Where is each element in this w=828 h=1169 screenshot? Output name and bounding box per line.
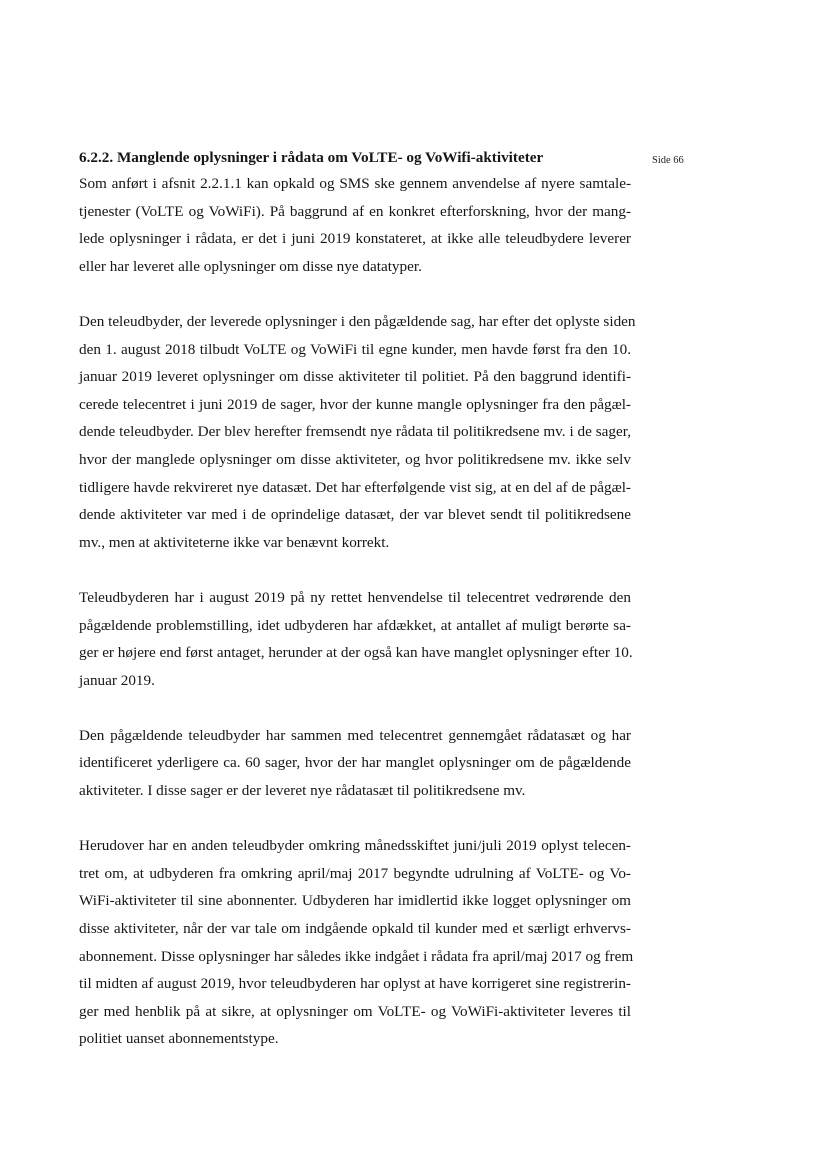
text-line: pågældende problemstilling, idet udbyderen har afdækket, at antallet af muligt berørte sa- bbox=[79, 616, 631, 634]
paragraph bbox=[79, 308, 636, 556]
text-line: eller har leveret alle oplysninger om disse nye datatyper. bbox=[79, 257, 422, 275]
paragraph bbox=[79, 832, 634, 1053]
text-line: den 1. august 2018 tilbudt VoLTE og VoWiFi til egne kunder, men havde først fra den 10. bbox=[79, 340, 631, 358]
text-line: Herudover har en anden teleudbyder omkring månedsskiftet juni/juli 2019 oplyst telecen- bbox=[79, 837, 631, 855]
paragraph bbox=[79, 584, 631, 694]
paragraph-gap bbox=[79, 694, 631, 722]
page-number: Side 66 bbox=[652, 155, 684, 166]
text-line: Som anført i afsnit 2.2.1.1 kan opkald og SMS ske gennem anvendelse af nyere samtale- bbox=[79, 175, 631, 192]
text-line: januar 2019. bbox=[79, 671, 155, 689]
text-line: lede oplysninger i rådata, er det i juni 2019 konstateret, at ikke alle teleudbydere leverer bbox=[79, 230, 631, 248]
section-heading: 6.2.2. Manglende oplysninger i rådata om VoLTE- og VoWifi-aktiviteter bbox=[79, 149, 544, 166]
paragraph-list bbox=[79, 170, 636, 1053]
text-line: tret om, at udbyderen fra omkring april/maj 2017 begyndte udrulning af VoLTE- og Vo- bbox=[79, 864, 631, 882]
paragraph-gap bbox=[79, 805, 631, 833]
text-line: WiFi-aktiviteter til sine abonnenter. Udbyderen har imidlertid ikke logget oplysninger om bbox=[79, 892, 631, 910]
text-line: dende teleudbyder. Der blev herefter fremsendt nye rådata til politikredsene mv. i de sager, bbox=[79, 423, 631, 441]
text-line: Den teleudbyder, der leverede oplysninger i den pågældende sag, har efter det oplyste siden bbox=[79, 312, 636, 330]
text-line: mv., men at aktiviteterne ikke var benævnt korrekt. bbox=[79, 533, 390, 551]
paragraph-gap bbox=[79, 556, 631, 584]
text-line: identificeret yderligere ca. 60 sager, hvor der har manglet oplysninger om de pågældende bbox=[79, 754, 631, 772]
text-line: Den pågældende teleudbyder har sammen med telecentret gennemgået rådatasæt og har bbox=[79, 726, 631, 744]
text-line: hvor der manglede oplysninger om disse aktiviteter, og hvor politikredsene mv. ikke selv bbox=[79, 450, 631, 468]
text-line: abonnement. Disse oplysninger har således ikke indgået i rådata fra april/maj 2017 og frem bbox=[79, 947, 634, 965]
text-line: til midten af august 2019, hvor teleudbyderen har oplyst at have korrigeret sine registrerin- bbox=[79, 975, 631, 993]
text-line: dende aktiviteter var med i de oprindelige datasæt, der var blevet sendt til politikredsene bbox=[79, 506, 631, 524]
paragraph bbox=[79, 170, 631, 280]
section-content bbox=[79, 146, 636, 1053]
paragraph bbox=[79, 722, 631, 805]
text-line: ger med henblik på at sikre, at oplysninger om VoLTE- og VoWiFi-aktiviteter leveres til bbox=[79, 1002, 631, 1020]
text-line: januar 2019 leveret oplysninger om disse aktiviteter til politiet. På den baggrund identifi- bbox=[79, 368, 631, 386]
text-line: cerede telecentret i juni 2019 de sager, hvor der kunne mangle oplysninger fra den pågæl- bbox=[79, 395, 631, 413]
text-line: tjenester (VoLTE og VoWiFi). På baggrund af en konkret efterforskning, hvor der mang- bbox=[79, 202, 631, 220]
text-line: disse aktiviteter, når der var tale om indgående opkald til kunder med et særligt erhvervs- bbox=[79, 920, 631, 938]
text-line: Teleudbyderen har i august 2019 på ny rettet henvendelse til telecentret vedrørende den bbox=[79, 588, 631, 606]
text-line: politiet uanset abonnementstype. bbox=[79, 1030, 279, 1048]
paragraph-gap bbox=[79, 280, 631, 308]
text-line: ger er højere end først antaget, herunder at der også kan have manglet oplysninger efter 10. bbox=[79, 644, 633, 662]
text-line: aktiviteter. I disse sager er der leveret nye rådatasæt til politikredsene mv. bbox=[79, 782, 526, 800]
text-line: tidligere havde rekvireret nye datasæt. Det har efterfølgende vist sig, at en del af de pågæl- bbox=[79, 478, 631, 496]
